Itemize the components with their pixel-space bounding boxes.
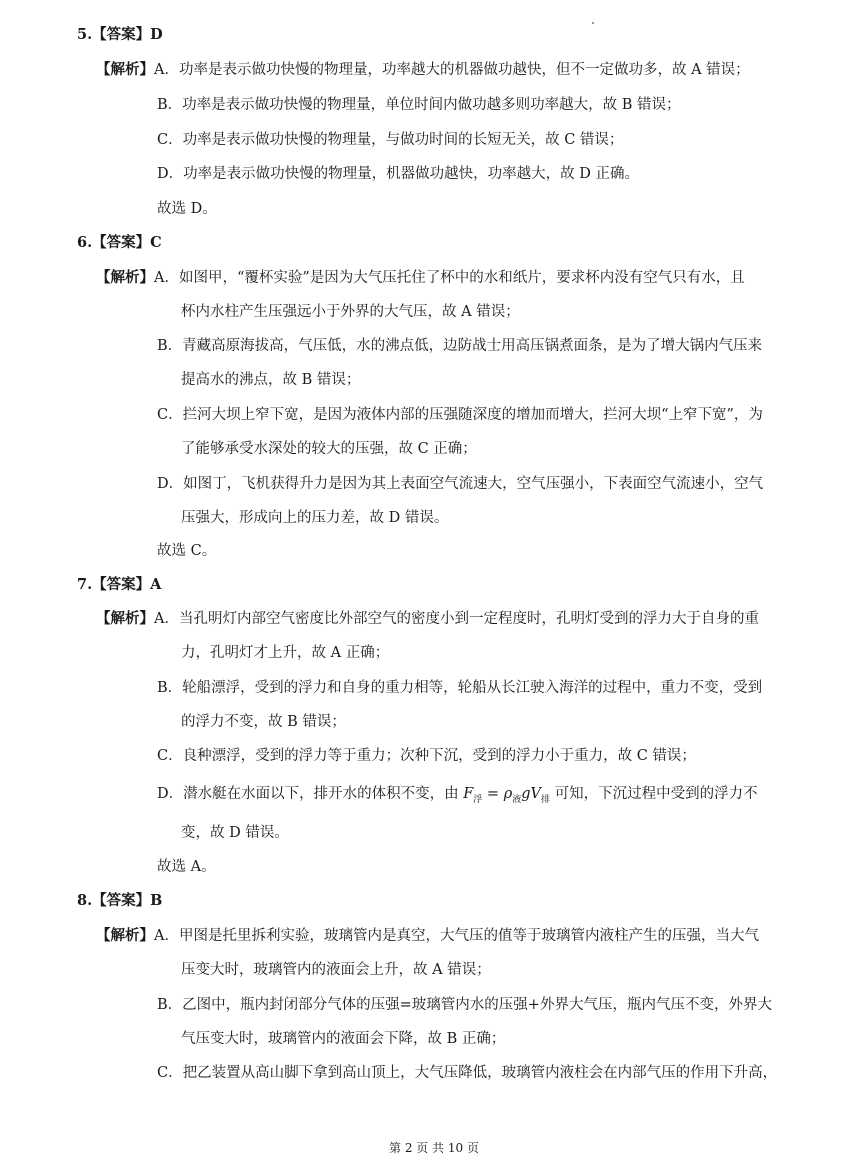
question-7-conclusion: 故选 A。 (157, 859, 216, 875)
question-5-analysis-d: D．功率是表示做功快慢的物理量，机器做功越快，功率越大，故 D 正确。 (157, 166, 639, 182)
page-footer: 第 2 页 共 10 页 (389, 1141, 479, 1155)
question-7-analysis-a-cont: 力，孔明灯才上升，故 A 正确； (181, 645, 390, 661)
question-7-analysis-b: B．轮船漂浮，受到的浮力和自身的重力相等，轮船从长江驶入海洋的过程中，重力不变，受到 (157, 680, 763, 696)
question-7-analysis-b-cont: 的浮力不变，故 B 错误； (181, 714, 346, 730)
question-6-header: 6.【答案】C (77, 234, 162, 251)
question-8-analysis-c: C．把乙装置从高山脚下拿到高山顶上，大气压降低，玻璃管内液柱会在内部气压的作用下升高， (157, 1065, 778, 1081)
question-5-analysis-a: 【解析】A．功率是表示做功快慢的物理量，功率越大的机器做功越快，但不一定做功多，故 A 错误； (96, 61, 750, 78)
question-6-analysis-d: D．如图丁，飞机获得升力是因为其上表面空气流速大，空气压强小，下表面空气流速小，空气 (157, 476, 764, 492)
question-8-analysis-b: B．乙图中，瓶内封闭部分气体的压强=玻璃管内水的压强+外界大气压，瓶内气压不变，外界大 (157, 997, 772, 1013)
question-7-header: 7.【答案】A (77, 576, 162, 593)
question-6-conclusion: 故选 C。 (157, 543, 217, 559)
question-7-analysis-d: D．潜水艇在水面以下，排开水的体积不变，由 $F_浮 = \rho_液gV_排$ 可知，下沉过程中受到的浮力不 (157, 786, 758, 805)
question-8-analysis-a-cont: 压变大时，玻璃管内的液面会上升，故 A 错误； (181, 962, 491, 978)
question-6-analysis-b: B．青藏高原海拔高，气压低，水的沸点低，边防战士用高压锅煮面条，是为了增大锅内气压来 (157, 338, 763, 354)
question-7-analysis-d-cont: 变，故 D 错误。 (181, 825, 289, 841)
scan-dot (592, 22, 594, 24)
question-6-analysis-b-cont: 提高水的沸点，故 B 错误； (181, 372, 361, 388)
question-6-analysis-c: C．拦河大坝上窄下宽，是因为液体内部的压强随深度的增加而增大，拦河大坝“上窄下宽”，为 (157, 407, 763, 423)
question-6-analysis-d-cont: 压强大，形成向上的压力差，故 D 错误。 (181, 510, 449, 526)
question-6-analysis-c-cont: 了能够承受水深处的较大的压强，故 C 正确； (181, 441, 477, 457)
question-6-analysis-a: 【解析】A．如图甲，“覆杯实验”是因为大气压托住了杯中的水和纸片，要求杯内没有空气只有水，且 (96, 269, 745, 286)
question-7-analysis-a: 【解析】A．当孔明灯内部空气密度比外部空气的密度小到一定程度时，孔明灯受到的浮力大于自身的重 (96, 610, 759, 627)
question-5-analysis-c: C．功率是表示做功快慢的物理量，与做功时间的长短无关，故 C 错误； (157, 132, 624, 148)
question-8-analysis-b-cont: 气压变大时，玻璃管内的液面会下降，故 B 正确； (181, 1031, 506, 1047)
question-7-analysis-c: C．良种漂浮，受到的浮力等于重力；次种下沉，受到的浮力小于重力，故 C 错误； (157, 748, 696, 764)
question-6-analysis-a-cont: 杯内水柱产生压强远小于外界的大气压，故 A 错误； (181, 304, 520, 320)
question-5-analysis-b: B．功率是表示做功快慢的物理量，单位时间内做功越多则功率越大，故 B 错误； (157, 97, 681, 113)
question-5-header: 5.【答案】D (77, 26, 163, 43)
buoyancy-formula: $F_浮 = \rho_液gV_排$ (463, 786, 551, 805)
question-8-analysis-a: 【解析】A．甲图是托里拆利实验，玻璃管内是真空，大气压的值等于玻璃管内液柱产生的压强，当大气 (96, 927, 759, 944)
question-8-header: 8.【答案】B (77, 892, 163, 909)
question-5-conclusion: 故选 D。 (157, 201, 217, 217)
